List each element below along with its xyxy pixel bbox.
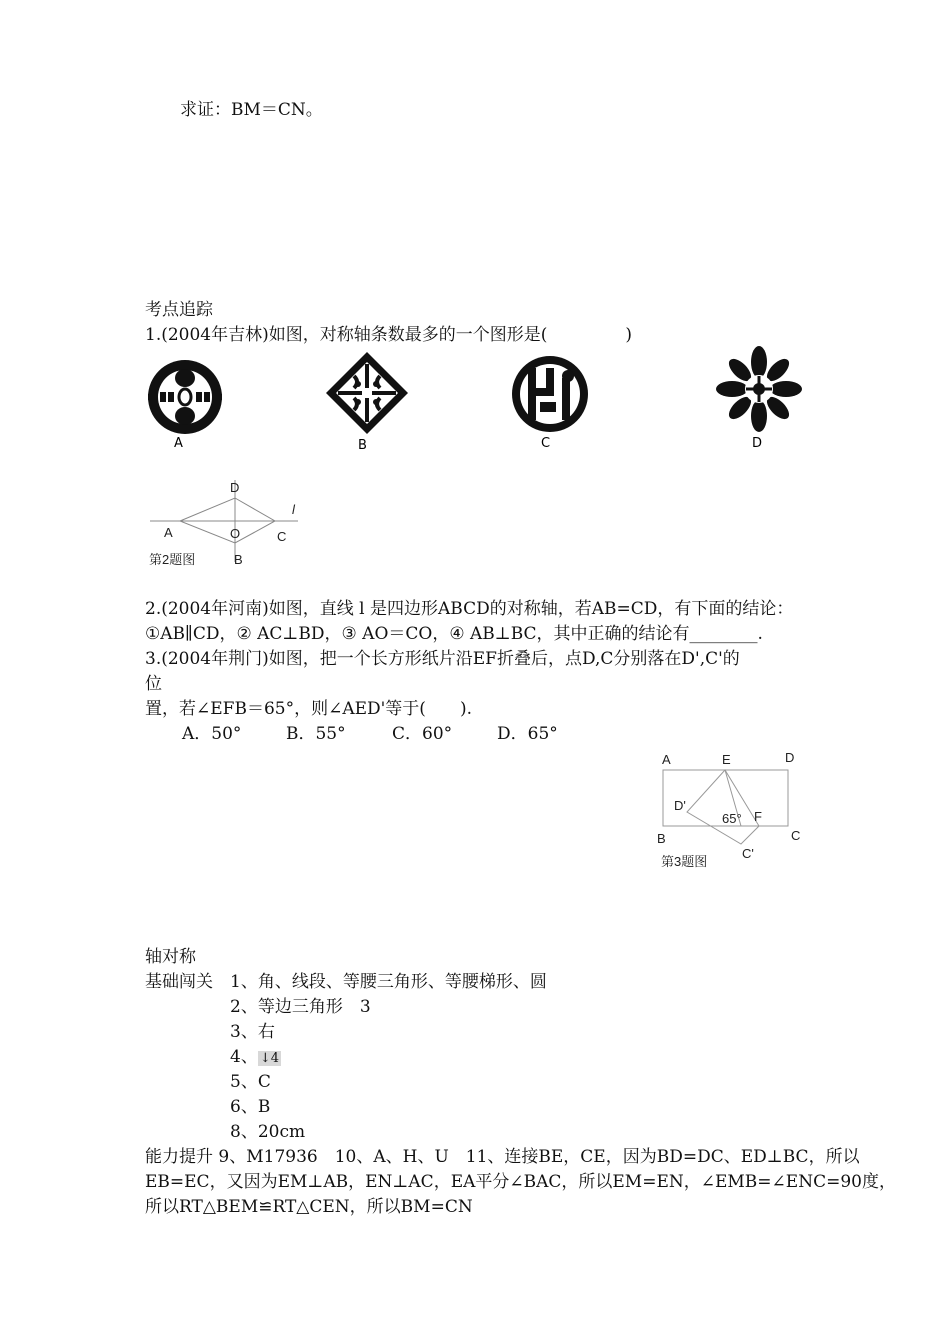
basic-section-label: 基础闯关 — [145, 972, 213, 992]
basic-answer-3: 3、右 — [230, 1022, 275, 1042]
q3-label-a: A — [662, 752, 671, 767]
q3-label-b: B — [657, 831, 666, 846]
q2-label-c: C — [277, 529, 287, 544]
figure-b-symbol — [324, 350, 410, 436]
basic-answer-4 — [230, 1045, 281, 1071]
basic-answer-2: 2、等边三角形 3 — [230, 997, 371, 1017]
question-3-line3: 置，若∠EFB＝65°，则∠AED'等于( ). — [145, 699, 472, 719]
figure-d-label: D — [752, 436, 763, 451]
question-1-stem: 1.(2004年吉林)如图，对称轴条数最多的一个图形是( — [145, 325, 548, 345]
q3-label-c: C — [791, 828, 801, 843]
q2-label-l: l — [292, 502, 295, 517]
question-3-choice-d: D．65° — [497, 724, 558, 744]
ability-line-2: EB=EC，又因为EM⊥AB，EN⊥AC，EA平分∠BAC，所以EM=EN，∠EMB=∠ENC=90度， — [145, 1172, 896, 1192]
basic-answer-8: 8、20cm — [230, 1122, 306, 1142]
q2-label-b: B — [234, 552, 243, 567]
question-3-choice-c: C．60° — [392, 724, 453, 744]
proof-statement: 求证：BM＝CN。 — [180, 100, 323, 120]
question-1-close: ) — [625, 325, 633, 345]
basic-answer-4-number: 4、 — [230, 1047, 258, 1067]
q2-label-a: A — [164, 525, 173, 540]
q3-figure-caption: 第3题图 — [661, 854, 708, 869]
figure-d-symbol — [716, 346, 802, 432]
figure-a-symbol — [146, 358, 224, 436]
basic-answer-4-value: ↓4 — [259, 1051, 279, 1066]
ability-line-1: 能力提升 9、M17936 10、A、H、U 11、连接BE，CE，因为BD=DC、ED⊥BC，所以 — [145, 1147, 860, 1167]
answers-title: 轴对称 — [145, 947, 196, 967]
basic-answer-5: 5、C — [230, 1072, 271, 1092]
question-2-line2: ①AB∥CD，② AC⊥BD，③ AO＝CO，④ AB⊥BC，其中正确的结论有________. — [145, 624, 763, 644]
question-2-line1: 2.(2004年河南)如图，直线 l 是四边形ABCD的对称轴，若AB=CD，有下面的结论： — [145, 599, 794, 619]
figure-b-label: B — [358, 438, 367, 453]
q3-label-f: F — [754, 809, 762, 824]
question-3-line1: 3.(2004年荆门)如图，把一个长方形纸片沿EF折叠后，点D,C分别落在D',C'的 — [145, 649, 740, 669]
q3-label-e: E — [722, 752, 731, 767]
q2-label-o: O — [230, 526, 241, 541]
q2-label-d: D — [230, 480, 240, 495]
figure-a-label: A — [174, 436, 183, 451]
q2-figure-caption: 第2题图 — [149, 552, 196, 567]
question-3-choice-b: B．55° — [286, 724, 346, 744]
q3-label-d-prime: D' — [674, 798, 686, 813]
figure-c-label: C — [541, 436, 551, 451]
question-3-line2: 位 — [145, 674, 162, 694]
ability-line-3: 所以RT△BEM≌RT△CEN，所以BM=CN — [145, 1197, 473, 1217]
q3-angle-label: 65° — [722, 811, 742, 826]
q3-label-d: D — [785, 750, 795, 765]
question-1-text — [145, 323, 632, 347]
q3-label-c-prime: C' — [742, 846, 754, 861]
basic-answer-6: 6、B — [230, 1097, 271, 1117]
basic-answer-1: 1、角、线段、等腰三角形、等腰梯形、圆 — [230, 972, 547, 992]
figure-c-symbol — [510, 354, 590, 434]
question-3-choice-a: A．50° — [182, 724, 242, 744]
section-title: 考点追踪 — [145, 300, 213, 320]
